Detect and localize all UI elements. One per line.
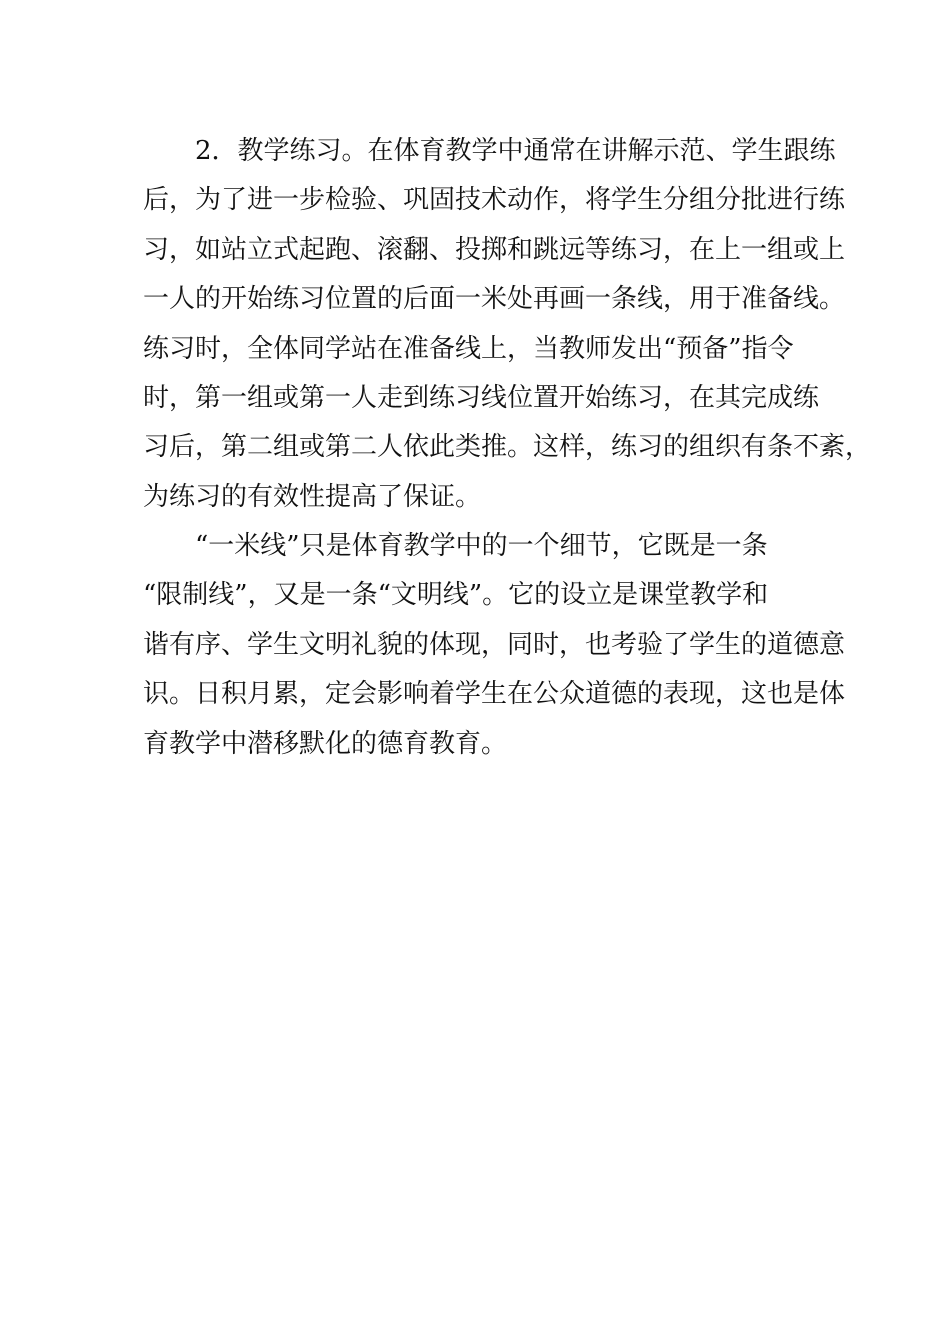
paragraph-teaching-practice [143,127,872,522]
text-line: 一人的开始练习位置的后面一米处再画一条线，用于准备线。 [143,284,846,315]
text-line: 练习时，全体同学站在准备线上，当教师发出“预备”指令 [143,333,794,364]
text-line: 识。日积月累，定会影响着学生在公众道德的表现，这也是体 [143,679,846,710]
text-line: 习后，第二组或第二人依此类推。这样，练习的组织有条不紊， [143,432,872,463]
paragraph-one-meter-line [143,522,846,769]
text-line: 习，如站立式起跑、滚翻、投掷和跳远等练习，在上一组或上 [143,234,846,265]
text-line: 后，为了进一步检验、巩固技术动作，将学生分组分批进行练 [143,185,846,216]
text-line: 2．教学练习。在体育教学中通常在讲解示范、学生跟练 [143,136,836,166]
text-line: 育教学中潜移默化的德育教育。 [143,728,508,759]
text-line: 谐有序、学生文明礼貌的体现，同时，也考验了学生的道德意 [143,629,846,660]
text-line: 为练习的有效性提高了保证。 [143,481,482,512]
text-line: 时，第一组或第一人走到练习线位置开始练习，在其完成练 [143,382,820,413]
text-line: “限制线”，又是一条“文明线”。它的设立是课堂教学和 [143,580,769,611]
text-line: “一米线”只是体育教学中的一个细节，它既是一条 [143,531,768,561]
